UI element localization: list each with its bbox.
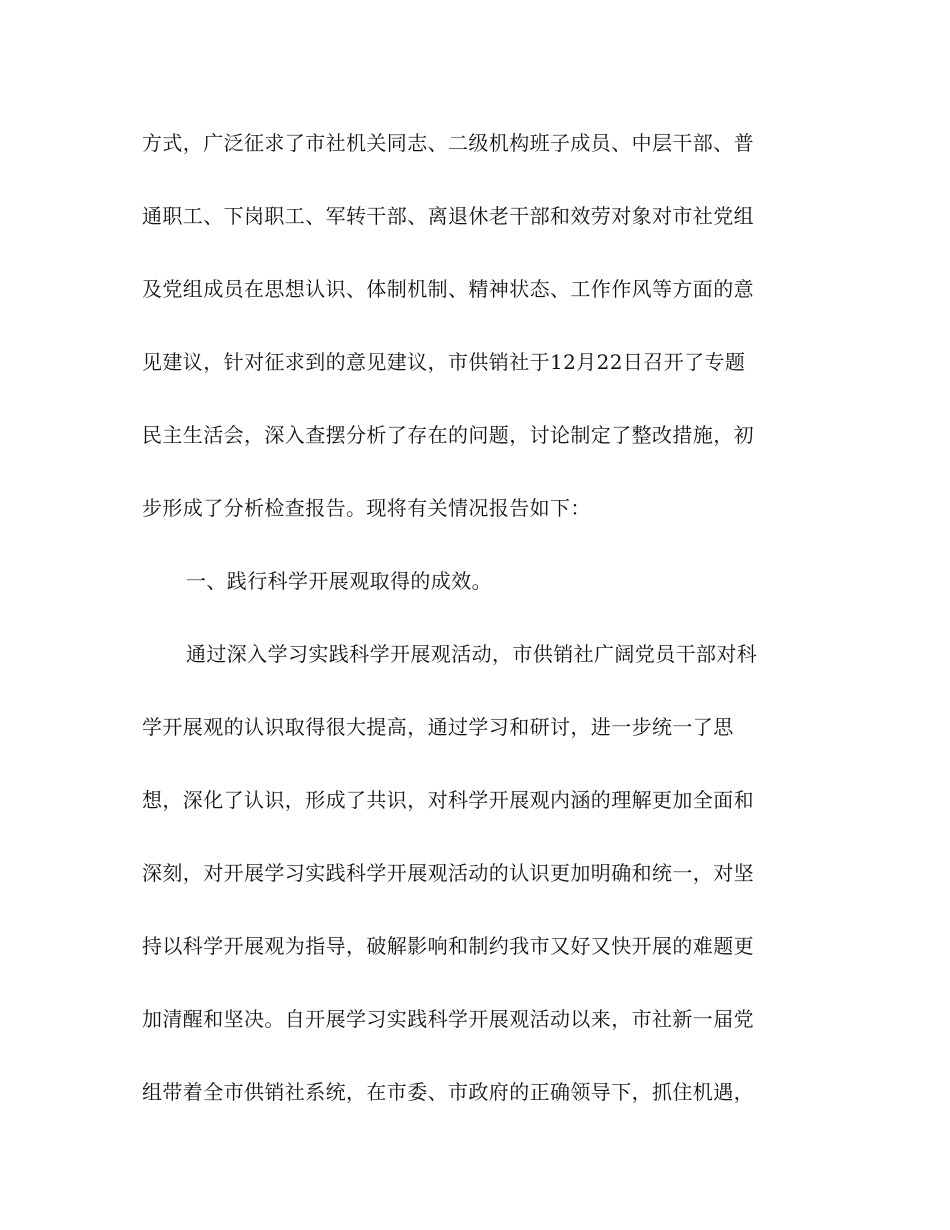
text-line: 通过深入学习实践科学开展观活动，市供销社广阔党员干部对科 (186, 642, 758, 666)
text-line: 通职工、下岗职工、军转干部、离退休老干部和效劳对象对市社党组 (142, 204, 754, 228)
text-line: 见建议，针对征求到的意见建议，市供销社于12月22日召开了专题 (142, 350, 746, 374)
text-line: 及党组成员在思想认识、体制机制、精神状态、工作作风等方面的意 (142, 277, 754, 301)
text-line: 方式，广泛征求了市社机关同志、二级机构班子成员、中层干部、普 (142, 131, 754, 155)
text-line: 想，深化了认识，形成了共识，对科学开展观内涵的理解更加全面和 (142, 788, 754, 812)
section-heading: 一、践行科学开展观取得的成效。 (186, 569, 492, 593)
text-line: 深刻，对开展学习实践科学开展观活动的认识更加明确和统一，对坚 (142, 861, 754, 885)
text-line: 步形成了分析检查报告。现将有关情况报告如下： (142, 496, 591, 520)
text-line: 持以科学开展观为指导，破解影响和制约我市又好又快开展的难题更 (142, 934, 754, 958)
text-line: 加清醒和坚决。自开展学习实践科学开展观活动以来，市社新一届党 (142, 1007, 754, 1031)
text-line: 组带着全市供销社系统，在市委、市政府的正确领导下，抓住机遇， (142, 1080, 754, 1104)
text-line: 学开展观的认识取得很大提高，通过学习和研讨，进一步统一了思 (142, 715, 734, 739)
text-line: 民主生活会，深入查摆分析了存在的问题，讨论制定了整改措施，初 (142, 423, 754, 447)
